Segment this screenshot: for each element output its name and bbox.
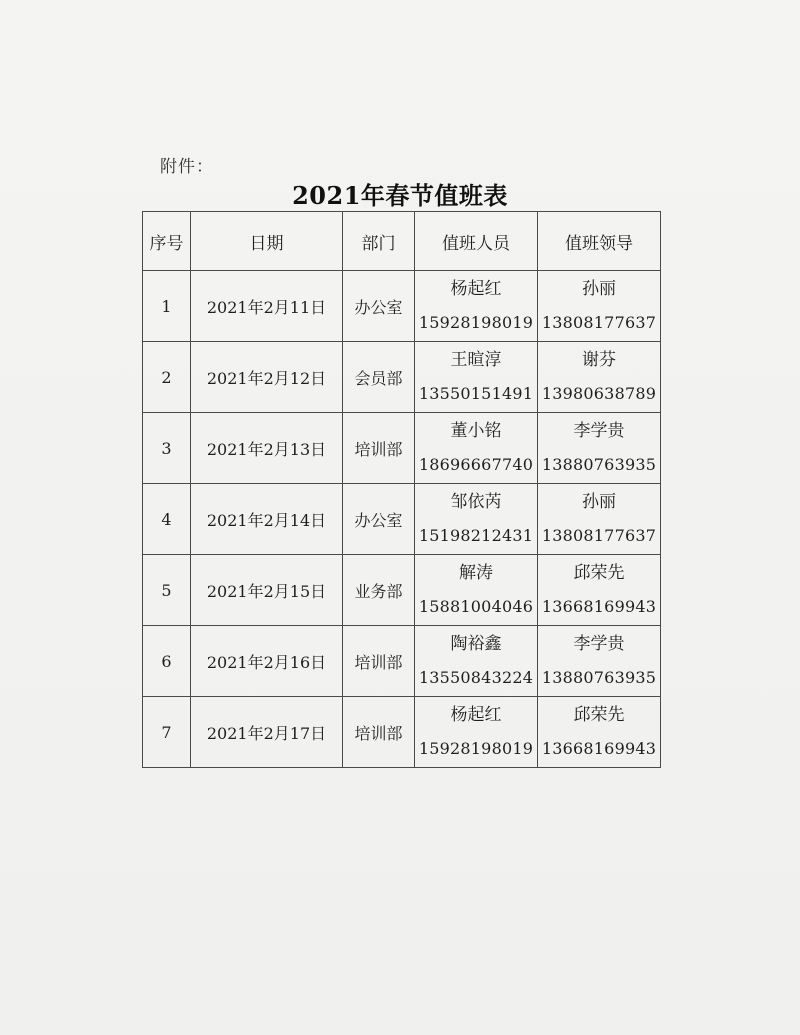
staff-cell bbox=[415, 697, 538, 768]
staff-cell bbox=[415, 626, 538, 697]
table-row bbox=[143, 697, 661, 768]
date-cell: 2021年2月17日 bbox=[191, 697, 343, 768]
leader-cell bbox=[538, 271, 661, 342]
table-row bbox=[143, 484, 661, 555]
dept-cell: 培训部 bbox=[343, 413, 415, 484]
leader-cell bbox=[538, 484, 661, 555]
duty-schedule-table bbox=[142, 211, 661, 768]
dept-cell: 培训部 bbox=[343, 626, 415, 697]
staff-phone: 15198212431 bbox=[418, 526, 534, 545]
leader-phone: 13808177637 bbox=[541, 526, 657, 545]
leader-phone: 13668169943 bbox=[541, 739, 657, 758]
header-staff: 值班人员 bbox=[415, 212, 538, 271]
dept-cell: 培训部 bbox=[343, 697, 415, 768]
page-title: 2021年春节值班表 bbox=[292, 181, 508, 210]
table-header-row bbox=[143, 212, 661, 271]
leader-name: 邱荣先 bbox=[573, 563, 625, 583]
dept-cell: 会员部 bbox=[343, 342, 415, 413]
attachment-label: 附件： bbox=[160, 157, 214, 177]
seq-cell: 3 bbox=[143, 413, 191, 484]
staff-name: 王暄淳 bbox=[450, 350, 502, 370]
seq-cell: 1 bbox=[143, 271, 191, 342]
table-row bbox=[143, 555, 661, 626]
seq-cell: 6 bbox=[143, 626, 191, 697]
seq-cell: 5 bbox=[143, 555, 191, 626]
header-leader: 值班领导 bbox=[538, 212, 661, 271]
leader-name: 李学贵 bbox=[573, 634, 625, 654]
staff-phone: 13550151491 bbox=[418, 384, 534, 403]
leader-cell bbox=[538, 555, 661, 626]
table-body bbox=[143, 271, 661, 768]
staff-phone: 15928198019 bbox=[418, 313, 534, 332]
staff-cell bbox=[415, 342, 538, 413]
table-row bbox=[143, 626, 661, 697]
table-row bbox=[143, 413, 661, 484]
date-cell: 2021年2月11日 bbox=[191, 271, 343, 342]
staff-cell bbox=[415, 413, 538, 484]
staff-cell bbox=[415, 555, 538, 626]
date-cell: 2021年2月15日 bbox=[191, 555, 343, 626]
staff-phone: 15928198019 bbox=[418, 739, 534, 758]
staff-name: 杨起红 bbox=[450, 705, 502, 725]
staff-name: 董小铭 bbox=[450, 421, 502, 441]
leader-phone: 13880763935 bbox=[541, 668, 657, 687]
seq-cell: 2 bbox=[143, 342, 191, 413]
leader-phone: 13880763935 bbox=[541, 455, 657, 474]
dept-cell: 办公室 bbox=[343, 271, 415, 342]
leader-cell bbox=[538, 413, 661, 484]
header-dept: 部门 bbox=[343, 212, 415, 271]
date-cell: 2021年2月16日 bbox=[191, 626, 343, 697]
leader-phone: 13668169943 bbox=[541, 597, 657, 616]
date-cell: 2021年2月12日 bbox=[191, 342, 343, 413]
staff-phone: 13550843224 bbox=[418, 668, 534, 687]
staff-phone: 18696667740 bbox=[418, 455, 534, 474]
header-seq: 序号 bbox=[143, 212, 191, 271]
leader-cell bbox=[538, 342, 661, 413]
staff-cell bbox=[415, 484, 538, 555]
leader-name: 孙丽 bbox=[582, 279, 616, 299]
staff-name: 邹依芮 bbox=[450, 492, 502, 512]
leader-name: 李学贵 bbox=[573, 421, 625, 441]
seq-cell: 4 bbox=[143, 484, 191, 555]
date-cell: 2021年2月14日 bbox=[191, 484, 343, 555]
leader-cell bbox=[538, 626, 661, 697]
date-cell: 2021年2月13日 bbox=[191, 413, 343, 484]
leader-cell bbox=[538, 697, 661, 768]
staff-name: 解涛 bbox=[459, 563, 493, 583]
leader-phone: 13808177637 bbox=[541, 313, 657, 332]
staff-cell bbox=[415, 271, 538, 342]
table-row bbox=[143, 271, 661, 342]
staff-name: 陶裕鑫 bbox=[450, 634, 502, 654]
leader-name: 谢芬 bbox=[582, 350, 616, 370]
header-date: 日期 bbox=[191, 212, 343, 271]
leader-phone: 13980638789 bbox=[541, 384, 657, 403]
seq-cell: 7 bbox=[143, 697, 191, 768]
staff-name: 杨起红 bbox=[450, 279, 502, 299]
dept-cell: 办公室 bbox=[343, 484, 415, 555]
leader-name: 孙丽 bbox=[582, 492, 616, 512]
table-row bbox=[143, 342, 661, 413]
leader-name: 邱荣先 bbox=[573, 705, 625, 725]
dept-cell: 业务部 bbox=[343, 555, 415, 626]
staff-phone: 15881004046 bbox=[418, 597, 534, 616]
